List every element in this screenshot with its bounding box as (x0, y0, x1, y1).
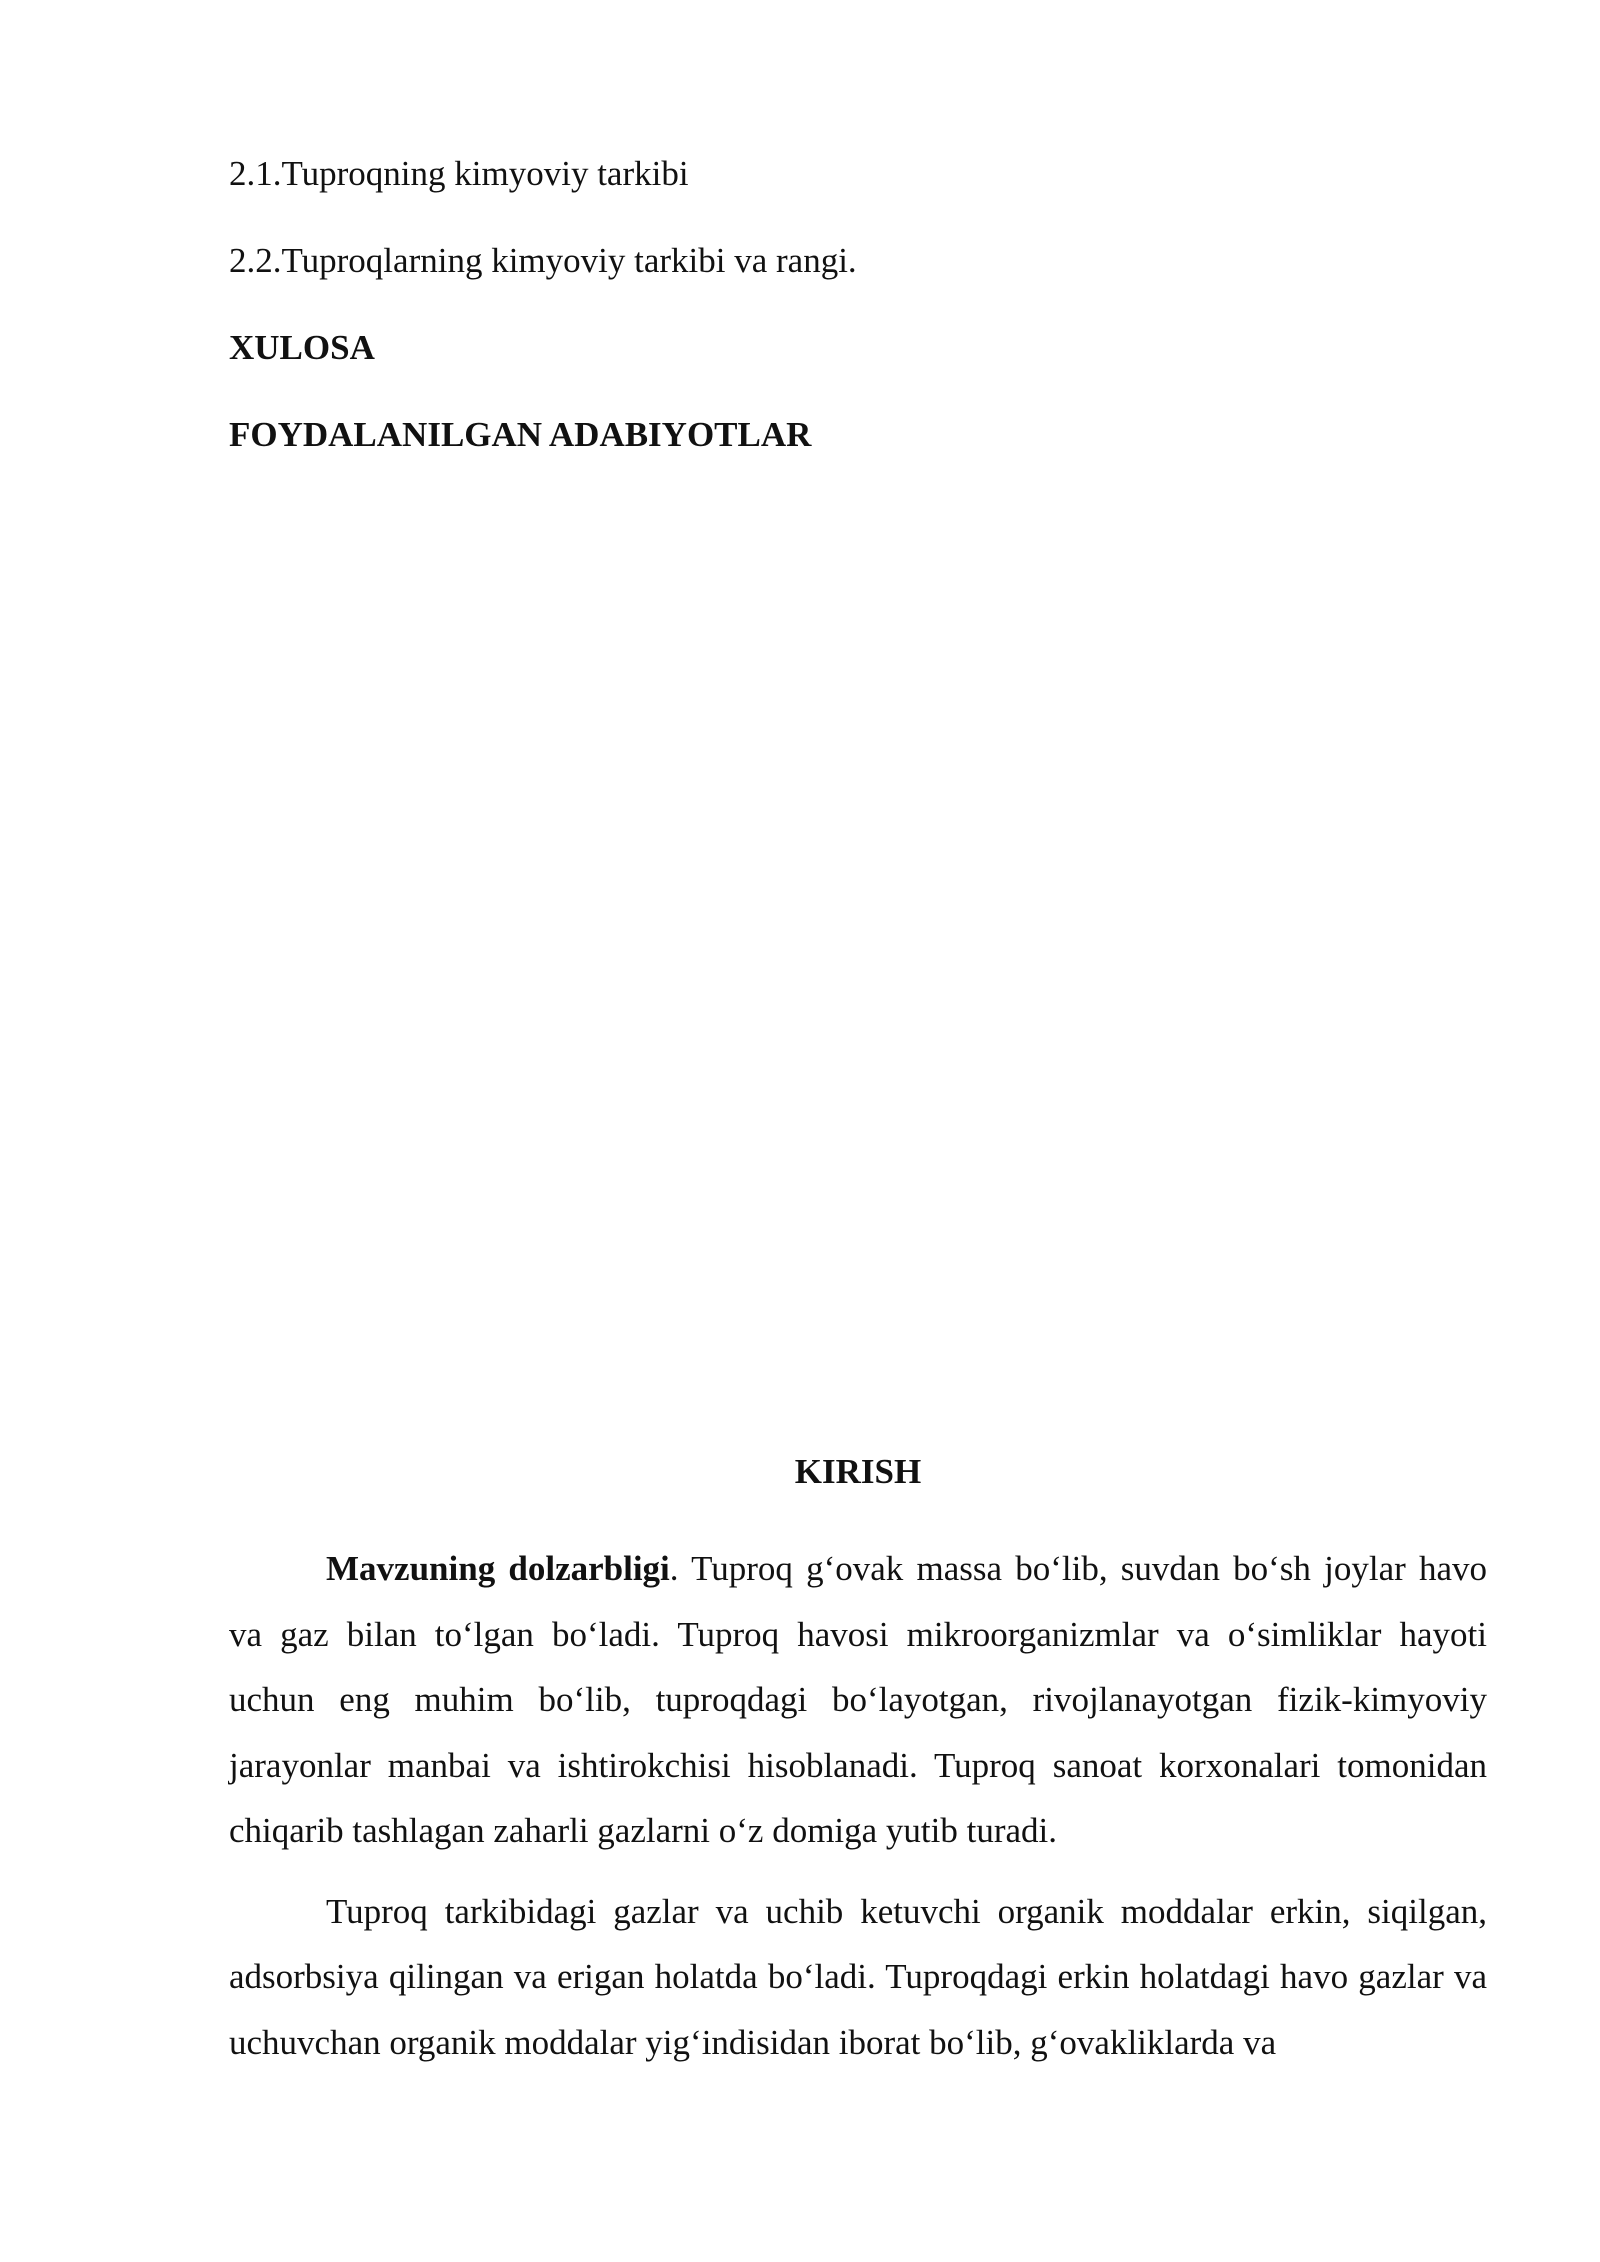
section-title-kirish: KIRISH (794, 1452, 922, 1491)
paragraph-text: . Tuproq g‘ovak massa bo‘lib, suvdan bo‘sh joylar havo va gaz bilan to‘lgan bo‘ladi. Tuproq havosi mikroorganizmlar va o‘simliklar hayoti uchun eng muhim bo‘lib, tuproqdagi bo‘layotgan, rivojlanayotgan fizik-kimyoviy jarayonlar manbai va ishtirokchisi hisoblanadi. Tuproq sanoat korxonalari tomonidan chiqarib tashlagan zaharli gazlarni o‘z domiga yutib turadi. (229, 1549, 1487, 1850)
intro-body (229, 1536, 1487, 2090)
paragraph-text: Tuproq tarkibidagi gazlar va uchib ketuvchi organik moddalar erkin, siqilgan, adsorbsiya qilingan va erigan holatda bo‘ladi. Tuproqdagi erkin holatdagi havo gazlar va uchuvchan organik moddalar yig‘indisidan iborat bo‘lib, g‘ovakliklarda va (229, 1891, 1487, 2062)
toc-item-2-2: 2.2.Tuproqlarning kimyoviy tarkibi va rangi. (229, 241, 857, 280)
intro-paragraph-1 (229, 1536, 1487, 1864)
paragraph-lead: Mavzuning dolzarbligi (326, 1549, 670, 1588)
toc-item-2-1: 2.1.Tuproqning kimyoviy tarkibi (229, 154, 689, 193)
toc-item-adabiyotlar: FOYDALANILGAN ADABIYOTLAR (229, 415, 812, 454)
intro-paragraph-2 (229, 1879, 1487, 2076)
toc-item-xulosa: XULOSA (229, 328, 375, 367)
